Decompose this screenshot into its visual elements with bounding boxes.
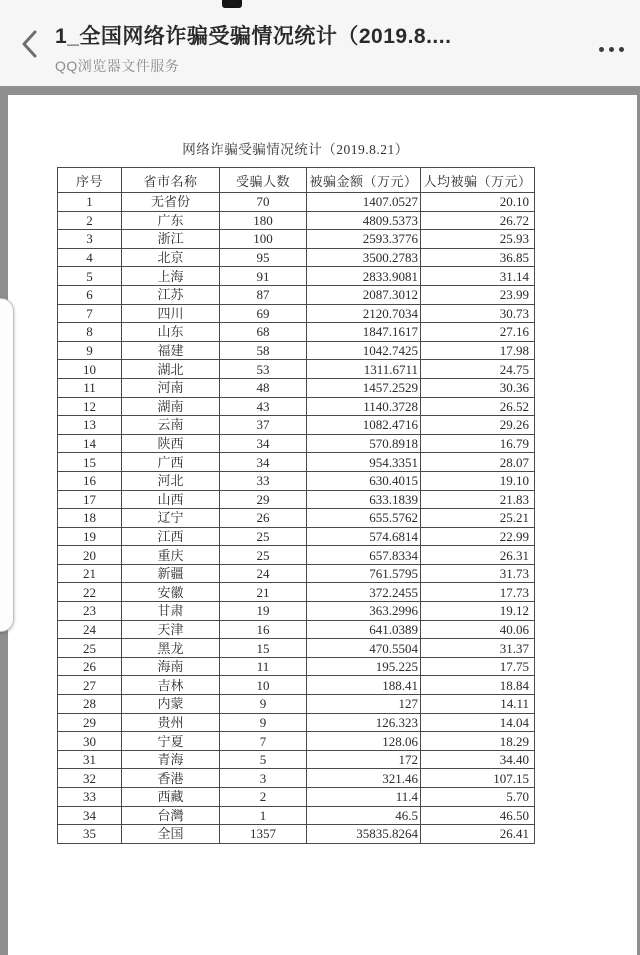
table-cell: 18.84 <box>421 676 535 695</box>
table-cell: 山西 <box>122 490 220 509</box>
column-header: 序号 <box>58 168 122 193</box>
table-cell: 1311.6711 <box>307 360 421 379</box>
table-cell: 570.8918 <box>307 434 421 453</box>
table-row <box>58 788 535 807</box>
table-row <box>58 602 535 621</box>
table-cell: 35 <box>58 825 122 844</box>
table-cell: 西藏 <box>122 788 220 807</box>
table-cell: 北京 <box>122 248 220 267</box>
table-cell: 1140.3728 <box>307 397 421 416</box>
table-cell: 11 <box>220 657 307 676</box>
table-row <box>58 527 535 546</box>
table-cell: 3 <box>220 769 307 788</box>
table-cell: 31.14 <box>421 267 535 286</box>
table-cell: 28.07 <box>421 453 535 472</box>
table-cell: 470.5504 <box>307 639 421 658</box>
table-row <box>58 341 535 360</box>
table-cell: 10 <box>220 676 307 695</box>
table-cell: 山东 <box>122 323 220 342</box>
table-cell: 11 <box>58 378 122 397</box>
table-cell: 195.225 <box>307 657 421 676</box>
stats-table <box>57 167 535 844</box>
table-cell: 台灣 <box>122 806 220 825</box>
table-cell: 26.41 <box>421 825 535 844</box>
scroll-handle[interactable] <box>0 298 14 632</box>
table-cell: 10 <box>58 360 122 379</box>
table-cell: 25.21 <box>421 509 535 528</box>
table-cell: 23.99 <box>421 285 535 304</box>
table-row <box>58 732 535 751</box>
table-cell: 2833.9081 <box>307 267 421 286</box>
table-cell: 30 <box>58 732 122 751</box>
table-row <box>58 434 535 453</box>
table-cell: 30.73 <box>421 304 535 323</box>
table-cell: 23 <box>58 602 122 621</box>
table-cell: 9 <box>220 713 307 732</box>
table-cell: 5.70 <box>421 788 535 807</box>
table-cell: 31 <box>58 750 122 769</box>
table-cell: 29 <box>220 490 307 509</box>
table-cell: 13 <box>58 416 122 435</box>
table-row <box>58 230 535 249</box>
table-cell: 7 <box>220 732 307 751</box>
table-cell: 574.6814 <box>307 527 421 546</box>
table-cell: 34.40 <box>421 750 535 769</box>
table-cell: 28 <box>58 695 122 714</box>
table-cell: 58 <box>220 341 307 360</box>
table-cell: 16 <box>58 471 122 490</box>
table-row <box>58 193 535 212</box>
table-cell: 5 <box>220 750 307 769</box>
table-cell: 4809.5373 <box>307 211 421 230</box>
table-cell: 宁夏 <box>122 732 220 751</box>
table-cell: 江苏 <box>122 285 220 304</box>
table-cell: 69 <box>220 304 307 323</box>
table-cell: 吉林 <box>122 676 220 695</box>
table-cell: 641.0389 <box>307 620 421 639</box>
column-header: 被骗金额（万元） <box>307 168 421 193</box>
table-cell: 21 <box>220 583 307 602</box>
table-cell: 172 <box>307 750 421 769</box>
file-title: 1_全国网络诈骗受骗情况统计（2019.8.... <box>55 25 452 48</box>
table-row <box>58 490 535 509</box>
table-cell: 25 <box>220 546 307 565</box>
more-dots-icon <box>609 47 614 52</box>
table-cell: 21.83 <box>421 490 535 509</box>
table-cell: 安徽 <box>122 583 220 602</box>
table-cell: 37 <box>220 416 307 435</box>
table-cell: 甘肃 <box>122 602 220 621</box>
table-cell: 87 <box>220 285 307 304</box>
table-cell: 贵州 <box>122 713 220 732</box>
table-cell: 天津 <box>122 620 220 639</box>
document-content <box>57 142 534 844</box>
table-cell: 16.79 <box>421 434 535 453</box>
table-cell: 107.15 <box>421 769 535 788</box>
table-cell: 29 <box>58 713 122 732</box>
table-row <box>58 397 535 416</box>
table-cell: 2120.7034 <box>307 304 421 323</box>
table-row <box>58 620 535 639</box>
table-cell: 31.37 <box>421 639 535 658</box>
table-row <box>58 378 535 397</box>
table-cell: 2 <box>220 788 307 807</box>
table-cell: 68 <box>220 323 307 342</box>
table-cell: 四川 <box>122 304 220 323</box>
table-cell: 26 <box>58 657 122 676</box>
table-cell: 33 <box>220 471 307 490</box>
table-cell: 17.98 <box>421 341 535 360</box>
table-cell: 14.11 <box>421 695 535 714</box>
table-cell: 27.16 <box>421 323 535 342</box>
table-cell: 761.5795 <box>307 564 421 583</box>
table-row <box>58 285 535 304</box>
table-row <box>58 713 535 732</box>
table-cell: 6 <box>58 285 122 304</box>
table-cell: 3500.2783 <box>307 248 421 267</box>
table-cell: 5 <box>58 267 122 286</box>
table-row <box>58 769 535 788</box>
table-row <box>58 676 535 695</box>
table-cell: 24.75 <box>421 360 535 379</box>
table-cell: 372.2455 <box>307 583 421 602</box>
table-cell: 954.3351 <box>307 453 421 472</box>
table-cell: 33 <box>58 788 122 807</box>
table-cell: 70 <box>220 193 307 212</box>
table-cell: 34 <box>58 806 122 825</box>
table-cell: 14.04 <box>421 713 535 732</box>
table-cell: 全国 <box>122 825 220 844</box>
table-cell: 湖北 <box>122 360 220 379</box>
table-cell: 17.73 <box>421 583 535 602</box>
table-cell: 1407.0527 <box>307 193 421 212</box>
table-cell: 2593.3776 <box>307 230 421 249</box>
table-cell: 43 <box>220 397 307 416</box>
table-cell: 25.93 <box>421 230 535 249</box>
table-cell: 27 <box>58 676 122 695</box>
table-cell: 重庆 <box>122 546 220 565</box>
table-cell: 34 <box>220 453 307 472</box>
table-cell: 26.72 <box>421 211 535 230</box>
table-cell: 9 <box>58 341 122 360</box>
table-cell: 22.99 <box>421 527 535 546</box>
table-cell: 15 <box>58 453 122 472</box>
table-row <box>58 360 535 379</box>
table-cell: 46.5 <box>307 806 421 825</box>
table-row <box>58 416 535 435</box>
table-cell: 7 <box>58 304 122 323</box>
table-cell: 广西 <box>122 453 220 472</box>
table-cell: 1 <box>220 806 307 825</box>
table-cell: 1847.1617 <box>307 323 421 342</box>
table-cell: 辽宁 <box>122 509 220 528</box>
table-cell: 53 <box>220 360 307 379</box>
table-cell: 363.2996 <box>307 602 421 621</box>
table-row <box>58 267 535 286</box>
table-cell: 14 <box>58 434 122 453</box>
table-cell: 36.85 <box>421 248 535 267</box>
table-cell: 9 <box>220 695 307 714</box>
table-cell: 香港 <box>122 769 220 788</box>
table-cell: 黑龙 <box>122 639 220 658</box>
table-cell: 江西 <box>122 527 220 546</box>
table-cell: 26.52 <box>421 397 535 416</box>
table-row <box>58 453 535 472</box>
table-cell: 19.12 <box>421 602 535 621</box>
table-cell: 26 <box>220 509 307 528</box>
table-cell: 100 <box>220 230 307 249</box>
doc-table-title: 网络诈骗受骗情况统计（2019.8.21） <box>182 142 409 157</box>
table-cell: 655.5762 <box>307 509 421 528</box>
table-row <box>58 695 535 714</box>
table-row <box>58 323 535 342</box>
table-cell: 12 <box>58 397 122 416</box>
table-cell: 15 <box>220 639 307 658</box>
chevron-left-icon <box>17 27 43 61</box>
more-dots-icon <box>599 47 604 52</box>
table-cell: 26.31 <box>421 546 535 565</box>
table-cell: 4 <box>58 248 122 267</box>
table-cell: 633.1839 <box>307 490 421 509</box>
table-row <box>58 564 535 583</box>
file-service-label: QQ浏览器文件服务 <box>55 58 180 74</box>
table-cell: 25 <box>58 639 122 658</box>
table-cell: 内蒙 <box>122 695 220 714</box>
table-cell: 17.75 <box>421 657 535 676</box>
table-cell: 32 <box>58 769 122 788</box>
table-cell: 16 <box>220 620 307 639</box>
table-cell: 126.323 <box>307 713 421 732</box>
more-menu-button[interactable] <box>580 36 624 62</box>
table-cell: 21 <box>58 564 122 583</box>
table-cell: 20 <box>58 546 122 565</box>
table-cell: 24 <box>220 564 307 583</box>
stats-table-body <box>58 193 535 844</box>
table-row <box>58 248 535 267</box>
table-cell: 321.46 <box>307 769 421 788</box>
column-header: 省市名称 <box>122 168 220 193</box>
table-cell: 19 <box>220 602 307 621</box>
table-cell: 18 <box>58 509 122 528</box>
table-row <box>58 471 535 490</box>
table-cell: 48 <box>220 378 307 397</box>
table-cell: 25 <box>220 527 307 546</box>
table-cell: 1042.7425 <box>307 341 421 360</box>
table-row <box>58 657 535 676</box>
table-cell: 青海 <box>122 750 220 769</box>
column-header: 受骗人数 <box>220 168 307 193</box>
table-cell: 广东 <box>122 211 220 230</box>
table-cell: 浙江 <box>122 230 220 249</box>
table-cell: 1 <box>58 193 122 212</box>
table-cell: 180 <box>220 211 307 230</box>
table-cell: 湖南 <box>122 397 220 416</box>
table-cell: 云南 <box>122 416 220 435</box>
table-cell: 无省份 <box>122 193 220 212</box>
table-cell: 1357 <box>220 825 307 844</box>
table-row <box>58 509 535 528</box>
table-cell: 上海 <box>122 267 220 286</box>
table-cell: 128.06 <box>307 732 421 751</box>
table-row <box>58 583 535 602</box>
file-viewer-header <box>0 0 640 86</box>
table-cell: 95 <box>220 248 307 267</box>
header-titles <box>55 20 595 76</box>
table-cell: 188.41 <box>307 676 421 695</box>
table-cell: 31.73 <box>421 564 535 583</box>
table-cell: 630.4015 <box>307 471 421 490</box>
status-notch-mark <box>222 0 242 8</box>
table-cell: 福建 <box>122 341 220 360</box>
table-row <box>58 546 535 565</box>
table-row <box>58 825 535 844</box>
column-header: 人均被骗（万元） <box>421 168 535 193</box>
table-header-row <box>58 168 535 193</box>
table-cell: 新疆 <box>122 564 220 583</box>
back-button[interactable] <box>12 24 48 64</box>
table-cell: 1457.2529 <box>307 378 421 397</box>
table-cell: 11.4 <box>307 788 421 807</box>
table-cell: 2 <box>58 211 122 230</box>
table-cell: 24 <box>58 620 122 639</box>
table-cell: 29.26 <box>421 416 535 435</box>
table-cell: 40.06 <box>421 620 535 639</box>
table-cell: 2087.3012 <box>307 285 421 304</box>
more-dots-icon <box>619 47 624 52</box>
table-cell: 河北 <box>122 471 220 490</box>
document-page <box>8 95 637 955</box>
table-cell: 34 <box>220 434 307 453</box>
table-cell: 127 <box>307 695 421 714</box>
table-cell: 19.10 <box>421 471 535 490</box>
table-row <box>58 304 535 323</box>
table-cell: 18.29 <box>421 732 535 751</box>
document-viewer[interactable] <box>0 86 640 955</box>
table-row <box>58 639 535 658</box>
table-cell: 海南 <box>122 657 220 676</box>
table-cell: 91 <box>220 267 307 286</box>
table-row <box>58 750 535 769</box>
table-cell: 河南 <box>122 378 220 397</box>
table-row <box>58 806 535 825</box>
table-cell: 22 <box>58 583 122 602</box>
table-cell: 20.10 <box>421 193 535 212</box>
table-cell: 17 <box>58 490 122 509</box>
table-cell: 1082.4716 <box>307 416 421 435</box>
table-cell: 19 <box>58 527 122 546</box>
table-cell: 陕西 <box>122 434 220 453</box>
table-cell: 30.36 <box>421 378 535 397</box>
table-cell: 657.8334 <box>307 546 421 565</box>
table-cell: 8 <box>58 323 122 342</box>
table-cell: 35835.8264 <box>307 825 421 844</box>
table-cell: 3 <box>58 230 122 249</box>
table-row <box>58 211 535 230</box>
table-cell: 46.50 <box>421 806 535 825</box>
